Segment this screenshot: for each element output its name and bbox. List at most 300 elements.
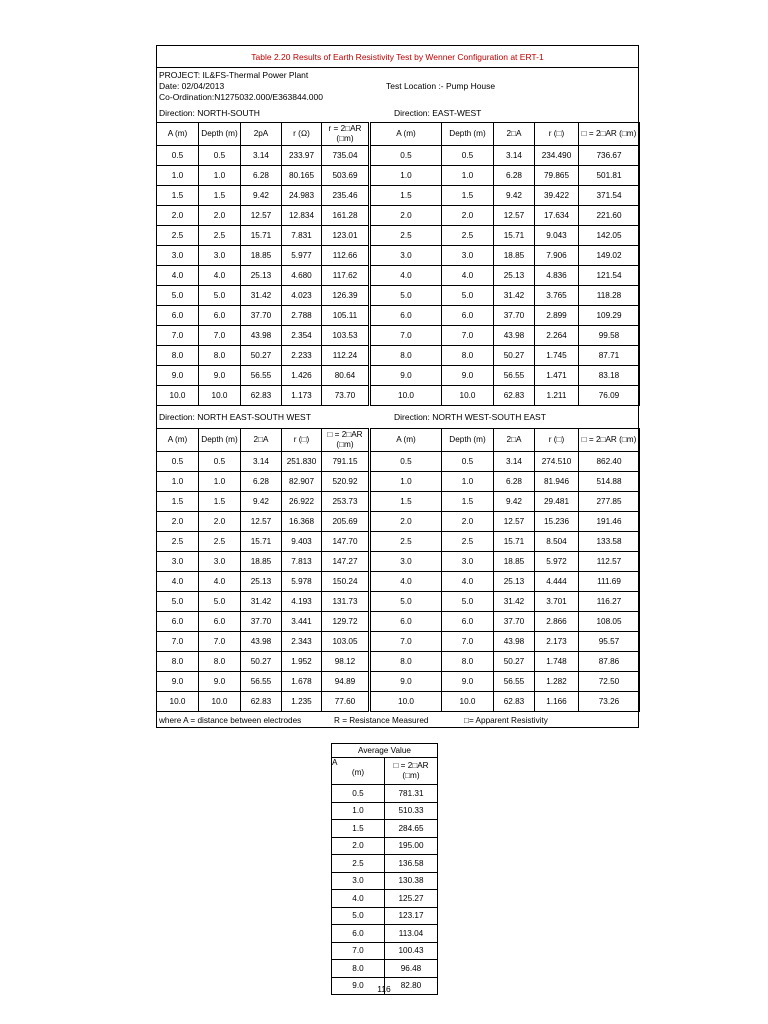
header-cell: A (m) <box>370 123 442 146</box>
table-row <box>157 286 640 306</box>
table-cell: 12.57 <box>241 512 282 532</box>
table-cell: 37.70 <box>241 306 282 326</box>
table-cell: 12.57 <box>241 206 282 226</box>
table-cell: 37.70 <box>494 306 535 326</box>
date-line: Date: 02/04/2013 <box>159 81 225 91</box>
table-cell: 43.98 <box>494 632 535 652</box>
table-cell: 3.701 <box>535 592 579 612</box>
page-number: 116 <box>377 984 391 994</box>
table-cell: 8.0 <box>442 652 494 672</box>
table-cell: 1.5 <box>370 492 442 512</box>
table-cell: 31.42 <box>494 592 535 612</box>
table-cell: 0.5 <box>199 452 241 472</box>
average-row <box>332 785 438 803</box>
table-cell: 147.70 <box>322 532 370 552</box>
average-cell: 3.0 <box>332 872 385 890</box>
table-cell: 9.0 <box>199 672 241 692</box>
table-cell: 6.0 <box>442 612 494 632</box>
table-row <box>157 512 640 532</box>
table-cell: 4.0 <box>199 266 241 286</box>
table-row <box>157 472 640 492</box>
table-cell: 4.0 <box>370 572 442 592</box>
table-cell: 1.5 <box>157 186 199 206</box>
average-cell: 1.0 <box>332 802 385 820</box>
table-cell: 50.27 <box>241 346 282 366</box>
legend-a: where A = distance between electrodes <box>159 716 302 725</box>
results-table-2 <box>156 428 640 712</box>
table-cell: 1.0 <box>370 166 442 186</box>
average-cell: 510.33 <box>385 802 438 820</box>
table-cell: 15.236 <box>535 512 579 532</box>
table-cell: 15.71 <box>241 226 282 246</box>
table-cell: 18.85 <box>241 246 282 266</box>
table-cell: 2.5 <box>157 226 199 246</box>
average-header-a-top: A <box>332 758 338 767</box>
table-cell: 31.42 <box>241 286 282 306</box>
average-cell: 0.5 <box>332 785 385 803</box>
table-cell: 1.745 <box>535 346 579 366</box>
average-row <box>332 890 438 908</box>
table-cell: 3.14 <box>241 146 282 166</box>
table-cell: 3.0 <box>157 552 199 572</box>
table-cell: 3.765 <box>535 286 579 306</box>
table-cell: 1.282 <box>535 672 579 692</box>
average-row <box>332 907 438 925</box>
average-cell: 7.0 <box>332 942 385 960</box>
table-cell: 2.0 <box>157 512 199 532</box>
header-cell: Depth (m) <box>199 429 241 452</box>
header-cell: r = 2□AR (□m) <box>322 123 370 146</box>
table-cell: 1.235 <box>282 692 322 712</box>
table-cell: 129.72 <box>322 612 370 632</box>
average-row <box>332 872 438 890</box>
table-cell: 43.98 <box>494 326 535 346</box>
average-header-a <box>332 758 385 785</box>
table-cell: 73.26 <box>579 692 640 712</box>
table-cell: 7.0 <box>370 326 442 346</box>
table-cell: 15.71 <box>494 532 535 552</box>
table-cell: 7.0 <box>157 326 199 346</box>
average-cell: 5.0 <box>332 907 385 925</box>
table-cell: 7.0 <box>370 632 442 652</box>
table-cell: 6.28 <box>241 166 282 186</box>
table-cell: 56.55 <box>241 672 282 692</box>
table-cell: 8.0 <box>370 346 442 366</box>
table-cell: 9.0 <box>157 366 199 386</box>
average-cell: 82.80 <box>385 977 438 995</box>
table-cell: 6.0 <box>157 612 199 632</box>
table-cell: 103.05 <box>322 632 370 652</box>
table-cell: 221.60 <box>579 206 640 226</box>
table-cell: 37.70 <box>241 612 282 632</box>
table-cell: 1.0 <box>157 166 199 186</box>
table-cell: 95.57 <box>579 632 640 652</box>
table-cell: 6.0 <box>199 306 241 326</box>
table-cell: 501.81 <box>579 166 640 186</box>
table-cell: 76.09 <box>579 386 640 406</box>
table-cell: 1.426 <box>282 366 322 386</box>
table-cell: 99.58 <box>579 326 640 346</box>
table-cell: 12.57 <box>494 512 535 532</box>
table-cell: 83.18 <box>579 366 640 386</box>
table-cell: 112.66 <box>322 246 370 266</box>
table-cell: 7.831 <box>282 226 322 246</box>
header-cell: A (m) <box>157 429 199 452</box>
table-cell: 8.0 <box>370 652 442 672</box>
table-row <box>157 226 640 246</box>
table-cell: 251.830 <box>282 452 322 472</box>
table-cell: 10.0 <box>370 386 442 406</box>
table-cell: 2.354 <box>282 326 322 346</box>
table-row <box>157 492 640 512</box>
table-cell: 4.836 <box>535 266 579 286</box>
average-cell: 2.0 <box>332 837 385 855</box>
table-cell: 16.368 <box>282 512 322 532</box>
table-cell: 5.0 <box>157 592 199 612</box>
average-cell: 9.0 <box>332 977 385 995</box>
table-cell: 3.14 <box>494 146 535 166</box>
table-cell: 3.0 <box>199 246 241 266</box>
table-cell: 142.05 <box>579 226 640 246</box>
table-cell: 56.55 <box>494 366 535 386</box>
table-cell: 520.92 <box>322 472 370 492</box>
table-cell: 5.972 <box>535 552 579 572</box>
table-cell: 62.83 <box>241 386 282 406</box>
table-cell: 109.29 <box>579 306 640 326</box>
table-cell: 9.42 <box>241 492 282 512</box>
table-cell: 1.748 <box>535 652 579 672</box>
table-cell: 3.14 <box>494 452 535 472</box>
table-cell: 161.28 <box>322 206 370 226</box>
table-cell: 81.946 <box>535 472 579 492</box>
average-caption: Average Value <box>332 744 438 758</box>
table-cell: 9.0 <box>370 672 442 692</box>
header-cell: Depth (m) <box>442 429 494 452</box>
table-cell: 1.5 <box>199 492 241 512</box>
table-row <box>157 632 640 652</box>
table-cell: 3.0 <box>442 552 494 572</box>
table-cell: 1.5 <box>157 492 199 512</box>
table-row <box>157 612 640 632</box>
direction-ns: Direction: NORTH-SOUTH <box>159 108 260 118</box>
table-cell: 6.0 <box>370 612 442 632</box>
table-cell: 10.0 <box>157 692 199 712</box>
table-cell: 3.14 <box>241 452 282 472</box>
table-cell: 29.481 <box>535 492 579 512</box>
average-cell: 4.0 <box>332 890 385 908</box>
table-cell: 2.5 <box>199 532 241 552</box>
table-cell: 150.24 <box>322 572 370 592</box>
table-cell: 735.04 <box>322 146 370 166</box>
table-cell: 8.0 <box>157 652 199 672</box>
table-cell: 87.86 <box>579 652 640 672</box>
table-cell: 0.5 <box>442 452 494 472</box>
table-cell: 2.0 <box>442 206 494 226</box>
header-cell: Depth (m) <box>199 123 241 146</box>
table-cell: 1.5 <box>370 186 442 206</box>
table-cell: 43.98 <box>241 632 282 652</box>
table-cell: 371.54 <box>579 186 640 206</box>
table-cell: 0.5 <box>157 452 199 472</box>
table-row <box>157 346 640 366</box>
average-row <box>332 802 438 820</box>
table-cell: 1.678 <box>282 672 322 692</box>
average-cell: 100.43 <box>385 942 438 960</box>
table-cell: 2.0 <box>442 512 494 532</box>
header-cell: 2□A <box>241 429 282 452</box>
table-cell: 2.0 <box>199 206 241 226</box>
table-row <box>157 652 640 672</box>
table-cell: 235.46 <box>322 186 370 206</box>
table-cell: 2.0 <box>370 512 442 532</box>
table-cell: 62.83 <box>494 386 535 406</box>
average-row <box>332 837 438 855</box>
header-cell: 2□A <box>494 123 535 146</box>
table-cell: 5.0 <box>199 592 241 612</box>
average-header-a-unit: (m) <box>351 768 365 777</box>
table-cell: 117.62 <box>322 266 370 286</box>
table-cell: 233.97 <box>282 146 322 166</box>
table-row <box>157 326 640 346</box>
table-cell: 1.0 <box>199 472 241 492</box>
table-cell: 234.490 <box>535 146 579 166</box>
table-cell: 133.58 <box>579 532 640 552</box>
table-row <box>157 206 640 226</box>
average-cell: 284.65 <box>385 820 438 838</box>
table-cell: 791.15 <box>322 452 370 472</box>
table-cell: 9.0 <box>442 366 494 386</box>
header-cell: □ = 2□AR (□m) <box>579 123 640 146</box>
table-cell: 2.264 <box>535 326 579 346</box>
table-cell: 147.27 <box>322 552 370 572</box>
table-cell: 0.5 <box>442 146 494 166</box>
table-cell: 5.978 <box>282 572 322 592</box>
table-cell: 9.42 <box>494 492 535 512</box>
table-cell: 2.173 <box>535 632 579 652</box>
table-cell: 15.71 <box>241 532 282 552</box>
table-cell: 2.0 <box>157 206 199 226</box>
table-cell: 31.42 <box>494 286 535 306</box>
average-cell: 195.00 <box>385 837 438 855</box>
table-cell: 56.55 <box>241 366 282 386</box>
average-row <box>332 855 438 873</box>
table-cell: 0.5 <box>157 146 199 166</box>
header-cell: r (□) <box>535 123 579 146</box>
table-cell: 8.0 <box>442 346 494 366</box>
table-cell: 9.0 <box>442 672 494 692</box>
table-row <box>157 366 640 386</box>
table-title: Table 2.20 Results of Earth Resistivity Test by Wenner Configuration at ERT-1 <box>156 46 639 68</box>
test-location: Test Location :- Pump House <box>386 81 496 91</box>
table-cell: 277.85 <box>579 492 640 512</box>
average-cell: 96.48 <box>385 960 438 978</box>
table-cell: 4.0 <box>370 266 442 286</box>
table-cell: 5.0 <box>442 286 494 306</box>
table-cell: 6.0 <box>370 306 442 326</box>
table-cell: 7.0 <box>199 326 241 346</box>
table-cell: 2.5 <box>199 226 241 246</box>
table-cell: 274.510 <box>535 452 579 472</box>
table-cell: 18.85 <box>494 552 535 572</box>
average-row <box>332 925 438 943</box>
header-cell: A (m) <box>157 123 199 146</box>
table-cell: 37.70 <box>494 612 535 632</box>
table-cell: 6.28 <box>241 472 282 492</box>
average-cell: 2.5 <box>332 855 385 873</box>
table-cell: 80.64 <box>322 366 370 386</box>
header-cell: r (□) <box>282 429 322 452</box>
direction-ew: Direction: EAST-WEST <box>394 108 482 118</box>
table-cell: 73.70 <box>322 386 370 406</box>
table-cell: 2.5 <box>442 226 494 246</box>
table-cell: 2.0 <box>199 512 241 532</box>
table-row <box>157 246 640 266</box>
table-cell: 2.5 <box>442 532 494 552</box>
table-cell: 253.73 <box>322 492 370 512</box>
table-cell: 25.13 <box>241 266 282 286</box>
legend-r: R = Resistance Measured <box>334 716 429 725</box>
table-cell: 4.444 <box>535 572 579 592</box>
table-cell: 9.0 <box>370 366 442 386</box>
average-cell: 113.04 <box>385 925 438 943</box>
table-cell: 123.01 <box>322 226 370 246</box>
table-cell: 2.233 <box>282 346 322 366</box>
table-cell: 50.27 <box>494 652 535 672</box>
table-cell: 12.834 <box>282 206 322 226</box>
direction-nwse: Direction: NORTH WEST-SOUTH EAST <box>394 412 546 422</box>
table-cell: 5.0 <box>442 592 494 612</box>
average-cell: 136.58 <box>385 855 438 873</box>
table-cell: 5.0 <box>199 286 241 306</box>
legend-rho: □= Apparent Resistivity <box>464 716 548 725</box>
table-cell: 50.27 <box>494 346 535 366</box>
table-cell: 9.0 <box>199 366 241 386</box>
table-cell: 77.60 <box>322 692 370 712</box>
table-cell: 1.471 <box>535 366 579 386</box>
table-cell: 25.13 <box>241 572 282 592</box>
table-cell: 6.0 <box>157 306 199 326</box>
table-cell: 17.634 <box>535 206 579 226</box>
table-cell: 2.5 <box>370 532 442 552</box>
header-cell: 2□A <box>494 429 535 452</box>
table-cell: 1.173 <box>282 386 322 406</box>
table-cell: 108.05 <box>579 612 640 632</box>
table-cell: 503.69 <box>322 166 370 186</box>
average-row <box>332 960 438 978</box>
table-cell: 12.57 <box>494 206 535 226</box>
table-row <box>157 186 640 206</box>
table-cell: 4.0 <box>199 572 241 592</box>
table-cell: 2.5 <box>157 532 199 552</box>
table-cell: 56.55 <box>494 672 535 692</box>
table-cell: 0.5 <box>370 146 442 166</box>
table-cell: 1.5 <box>199 186 241 206</box>
table-cell: 72.50 <box>579 672 640 692</box>
table-cell: 2.5 <box>370 226 442 246</box>
table-cell: 10.0 <box>157 386 199 406</box>
table-cell: 1.5 <box>442 492 494 512</box>
table-cell: 43.98 <box>241 326 282 346</box>
table-cell: 736.67 <box>579 146 640 166</box>
table-row <box>157 452 640 472</box>
average-cell: 123.17 <box>385 907 438 925</box>
table-cell: 26.922 <box>282 492 322 512</box>
header-cell: □ = 2□AR (□m) <box>579 429 640 452</box>
table-cell: 205.69 <box>322 512 370 532</box>
table-cell: 112.24 <box>322 346 370 366</box>
table-cell: 191.46 <box>579 512 640 532</box>
table-cell: 3.441 <box>282 612 322 632</box>
table-cell: 10.0 <box>442 386 494 406</box>
average-table <box>331 743 438 995</box>
table-cell: 98.12 <box>322 652 370 672</box>
table-cell: 116.27 <box>579 592 640 612</box>
table-cell: 4.023 <box>282 286 322 306</box>
table-cell: 9.403 <box>282 532 322 552</box>
table-cell: 2.0 <box>370 206 442 226</box>
table-cell: 7.906 <box>535 246 579 266</box>
results-table-1 <box>156 122 640 406</box>
table-row <box>157 532 640 552</box>
table-cell: 1.5 <box>442 186 494 206</box>
table-cell: 149.02 <box>579 246 640 266</box>
header-cell: A (m) <box>370 429 442 452</box>
table-cell: 80.165 <box>282 166 322 186</box>
average-cell: 781.31 <box>385 785 438 803</box>
table-row <box>157 146 640 166</box>
table-cell: 1.211 <box>535 386 579 406</box>
table-row <box>157 592 640 612</box>
table-cell: 862.40 <box>579 452 640 472</box>
table-cell: 5.0 <box>370 592 442 612</box>
table-cell: 87.71 <box>579 346 640 366</box>
table-cell: 3.0 <box>370 552 442 572</box>
table-cell: 9.0 <box>157 672 199 692</box>
table-cell: 1.0 <box>157 472 199 492</box>
table-cell: 4.0 <box>442 266 494 286</box>
table-cell: 7.813 <box>282 552 322 572</box>
direction-nesw: Direction: NORTH EAST-SOUTH WEST <box>159 412 311 422</box>
table-cell: 5.977 <box>282 246 322 266</box>
table-cell: 131.73 <box>322 592 370 612</box>
table-cell: 1.952 <box>282 652 322 672</box>
table-cell: 4.680 <box>282 266 322 286</box>
table-cell: 9.42 <box>241 186 282 206</box>
table-cell: 39.422 <box>535 186 579 206</box>
header-cell: r (Ω) <box>282 123 322 146</box>
header-cell: Depth (m) <box>442 123 494 146</box>
table-cell: 6.0 <box>199 612 241 632</box>
average-cell: 6.0 <box>332 925 385 943</box>
table-cell: 24.983 <box>282 186 322 206</box>
table-cell: 3.0 <box>442 246 494 266</box>
table-cell: 1.0 <box>442 472 494 492</box>
table-row <box>157 266 640 286</box>
table-cell: 121.54 <box>579 266 640 286</box>
table-cell: 50.27 <box>241 652 282 672</box>
header-cell: r (□) <box>535 429 579 452</box>
header-cell: □ = 2□AR (□m) <box>322 429 370 452</box>
table-cell: 2.866 <box>535 612 579 632</box>
table-cell: 7.0 <box>442 632 494 652</box>
table-cell: 79.865 <box>535 166 579 186</box>
table-cell: 5.0 <box>370 286 442 306</box>
table-cell: 3.0 <box>370 246 442 266</box>
table-cell: 10.0 <box>370 692 442 712</box>
table-cell: 103.53 <box>322 326 370 346</box>
table-cell: 1.0 <box>199 166 241 186</box>
table-cell: 82.907 <box>282 472 322 492</box>
